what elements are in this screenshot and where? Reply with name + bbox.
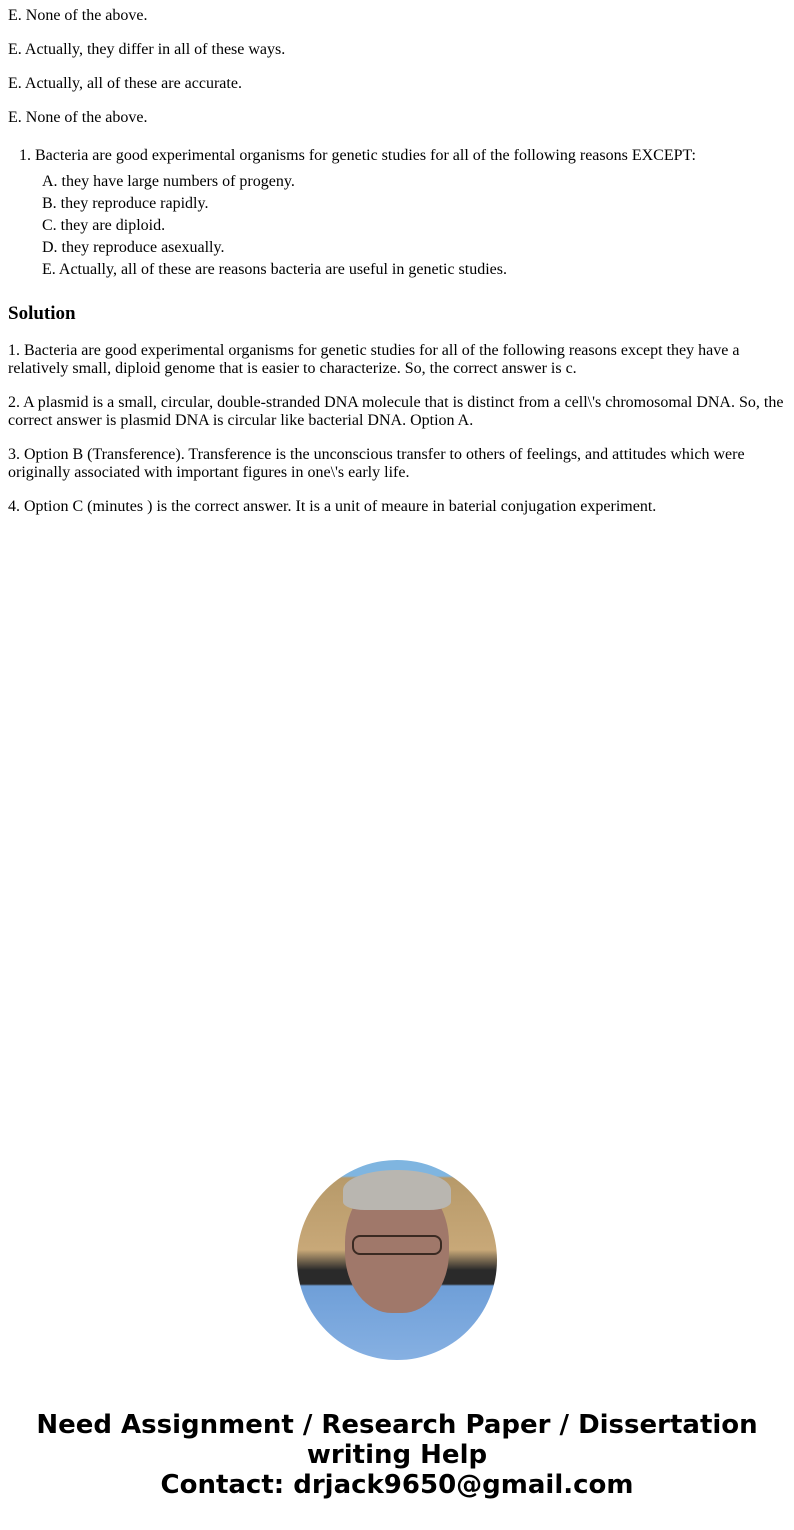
question-list xyxy=(8,147,786,281)
answer-option: A. they have large numbers of progeny. xyxy=(42,173,295,190)
solution-heading: Solution xyxy=(8,303,76,324)
option-text: E. None of the above. xyxy=(8,7,148,24)
solution-paragraph: 2. A plasmid is a small, circular, double-stranded DNA molecule that is distinct from a cell\'s chromosomal DNA. So, the correct answer is plasmid DNA is circular like bacterial DNA. Option A. xyxy=(8,394,784,429)
answer-option: C. they are diploid. xyxy=(42,217,166,234)
contact-banner xyxy=(0,1410,794,1500)
solution-paragraph: 1. Bacteria are good experimental organisms for genetic studies for all of the following reasons except they have a relatively small, diploid genome that is easier to characterize. So, the correct answer is c. xyxy=(8,342,740,377)
answer-option: E. Actually, all of these are reasons bacteria are useful in genetic studies. xyxy=(42,261,507,278)
option-text: E. None of the above. xyxy=(8,109,148,126)
avatar-glasses xyxy=(352,1235,442,1255)
document xyxy=(0,7,794,516)
question-text: Bacteria are good experimental organisms for genetic studies for all of the following reasons EXCEPT: xyxy=(35,147,696,164)
option-text: E. Actually, all of these are accurate. xyxy=(8,75,242,92)
solution-paragraph: 3. Option B (Transference). Transference is the unconscious transfer to others of feelings, and attitudes which were originally associated with important figures in one\'s early life. xyxy=(8,446,745,481)
solution-paragraph: 4. Option C (minutes ) is the correct answer. It is a unit of meaure in baterial conjugation experiment. xyxy=(8,498,657,515)
banner-line: Need Assignment / Research Paper / Dissertation xyxy=(36,1410,758,1440)
question-item xyxy=(35,147,786,281)
prior-options xyxy=(8,7,786,127)
answer-option: D. they reproduce asexually. xyxy=(42,239,225,256)
contact-email: Contact: drjack9650@gmail.com xyxy=(160,1470,634,1500)
option-text: E. Actually, they differ in all of these ways. xyxy=(8,41,286,58)
answer-options xyxy=(35,171,786,281)
author-avatar xyxy=(297,1160,497,1360)
answer-option: B. they reproduce rapidly. xyxy=(42,195,209,212)
solution-body xyxy=(8,342,786,516)
banner-line: writing Help xyxy=(306,1440,488,1470)
avatar-hair xyxy=(343,1170,451,1210)
